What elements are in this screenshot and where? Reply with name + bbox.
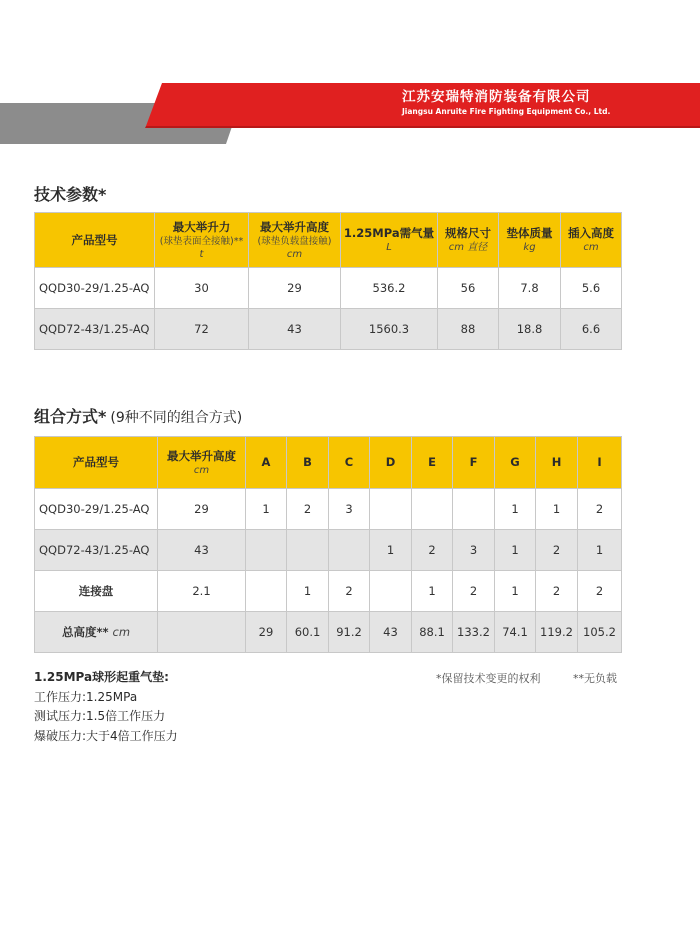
table-cell: 30 bbox=[155, 268, 249, 309]
table-cell: 1 bbox=[287, 571, 329, 612]
total-height-unit: cm bbox=[112, 625, 131, 639]
table-row bbox=[35, 309, 622, 350]
table-cell: 1 bbox=[246, 489, 287, 530]
table-cell: 2 bbox=[329, 571, 370, 612]
table-cell: 88 bbox=[438, 309, 499, 350]
combo-header-row bbox=[35, 437, 622, 489]
specs-title: 技术参数* bbox=[34, 185, 107, 204]
specs-header-size: 规格尺寸 cm 直径 bbox=[438, 213, 499, 268]
combo-header-c: C bbox=[329, 437, 370, 489]
pressure-notes bbox=[34, 668, 178, 746]
table-cell: QQD72-43/1.25-AQ bbox=[35, 309, 155, 350]
table-cell: 6.6 bbox=[561, 309, 622, 350]
table-cell: 2 bbox=[578, 489, 622, 530]
combo-header-h: H bbox=[536, 437, 578, 489]
table-cell: 3 bbox=[453, 530, 495, 571]
specs-header-model: 产品型号 bbox=[35, 213, 155, 268]
table-cell: 91.2 bbox=[329, 612, 370, 653]
specs-header-insert-height: 插入高度 cm bbox=[561, 213, 622, 268]
red-stripe-shadow bbox=[145, 126, 700, 128]
company-name-en: Jiangsu Anruite Fire Fighting Equipment Co., Ltd. bbox=[402, 107, 611, 116]
table-cell bbox=[329, 530, 370, 571]
table-cell: 2.1 bbox=[158, 571, 246, 612]
table-row bbox=[35, 530, 622, 571]
table-row bbox=[35, 612, 622, 653]
table-cell: 连接盘 bbox=[35, 571, 158, 612]
specs-table bbox=[34, 212, 622, 350]
table-cell: 2 bbox=[287, 489, 329, 530]
specs-header-air-volume: 1.25MPa需气量 L bbox=[341, 213, 438, 268]
table-cell: 1 bbox=[412, 571, 453, 612]
table-cell: 1 bbox=[536, 489, 578, 530]
company-name-cn: 江苏安瑞特消防装备有限公司 bbox=[402, 89, 591, 105]
combo-header-b: B bbox=[287, 437, 329, 489]
notes-title: 1.25MPa球形起重气垫: bbox=[34, 670, 169, 684]
note-line-test-pressure: 测试压力:1.5倍工作压力 bbox=[34, 709, 166, 723]
table-cell: 2 bbox=[578, 571, 622, 612]
table-cell: 29 bbox=[158, 489, 246, 530]
table-cell: 74.1 bbox=[495, 612, 536, 653]
table-cell: 2 bbox=[536, 571, 578, 612]
table-row bbox=[35, 571, 622, 612]
note-line-burst-pressure: 爆破压力:大于4倍工作压力 bbox=[34, 728, 178, 743]
table-cell: QQD30-29/1.25-AQ bbox=[35, 489, 158, 530]
combo-header-e: E bbox=[412, 437, 453, 489]
specs-header-max-height: 最大举升高度 (球垫负载盘接触) cm bbox=[249, 213, 341, 268]
note-line-working-pressure: 工作压力:1.25MPa bbox=[34, 689, 138, 704]
table-cell: 2 bbox=[453, 571, 495, 612]
table-cell: 88.1 bbox=[412, 612, 453, 653]
combo-subtitle: (9种不同的组合方式) bbox=[110, 410, 243, 426]
combo-header-f: F bbox=[453, 437, 495, 489]
company-name bbox=[402, 89, 624, 118]
table-cell: 29 bbox=[246, 612, 287, 653]
table-cell: 105.2 bbox=[578, 612, 622, 653]
table-cell bbox=[453, 489, 495, 530]
table-cell bbox=[412, 489, 453, 530]
table-row bbox=[35, 489, 622, 530]
table-cell bbox=[287, 530, 329, 571]
table-cell: 43 bbox=[158, 530, 246, 571]
remark-no-load: **无负载 bbox=[573, 672, 617, 685]
table-cell bbox=[158, 612, 246, 653]
combo-header-i: I bbox=[578, 437, 622, 489]
table-cell: 2 bbox=[536, 530, 578, 571]
table-cell: QQD72-43/1.25-AQ bbox=[35, 530, 158, 571]
table-cell: QQD30-29/1.25-AQ bbox=[35, 268, 155, 309]
table-cell: 60.1 bbox=[287, 612, 329, 653]
specs-header-row bbox=[35, 213, 622, 268]
table-cell: 72 bbox=[155, 309, 249, 350]
total-height-label bbox=[35, 612, 158, 653]
table-cell: 1 bbox=[495, 571, 536, 612]
table-cell: 56 bbox=[438, 268, 499, 309]
header-band bbox=[0, 0, 700, 150]
table-cell: 29 bbox=[249, 268, 341, 309]
table-cell: 2 bbox=[412, 530, 453, 571]
table-cell: 1 bbox=[495, 489, 536, 530]
combo-header-model: 产品型号 bbox=[35, 437, 158, 489]
table-cell: 5.6 bbox=[561, 268, 622, 309]
remark-technical-changes: *保留技术变更的权利 bbox=[436, 672, 541, 685]
table-cell: 43 bbox=[249, 309, 341, 350]
table-cell: 18.8 bbox=[499, 309, 561, 350]
combo-header-max-height: 最大举升高度 cm bbox=[158, 437, 246, 489]
table-cell: 3 bbox=[329, 489, 370, 530]
table-cell bbox=[246, 571, 287, 612]
specs-header-max-force: 最大举升力 (球垫表面全接触)** t bbox=[155, 213, 249, 268]
table-cell: 119.2 bbox=[536, 612, 578, 653]
table-cell: 7.8 bbox=[499, 268, 561, 309]
table-cell bbox=[370, 571, 412, 612]
combo-title bbox=[34, 404, 242, 427]
table-cell: 536.2 bbox=[341, 268, 438, 309]
combo-header-d: D bbox=[370, 437, 412, 489]
table-cell: 1 bbox=[495, 530, 536, 571]
table-cell: 1 bbox=[578, 530, 622, 571]
table-cell: 1 bbox=[370, 530, 412, 571]
table-row bbox=[35, 268, 622, 309]
table-cell bbox=[246, 530, 287, 571]
total-height-label-text: 总高度** bbox=[61, 625, 109, 639]
specs-header-weight: 垫体质量 kg bbox=[499, 213, 561, 268]
combo-header-a: A bbox=[246, 437, 287, 489]
table-cell: 1560.3 bbox=[341, 309, 438, 350]
table-cell: 43 bbox=[370, 612, 412, 653]
combo-header-g: G bbox=[495, 437, 536, 489]
table-cell: 133.2 bbox=[453, 612, 495, 653]
combo-table bbox=[34, 436, 622, 653]
combo-title-text: 组合方式* bbox=[34, 407, 107, 426]
table-cell bbox=[370, 489, 412, 530]
